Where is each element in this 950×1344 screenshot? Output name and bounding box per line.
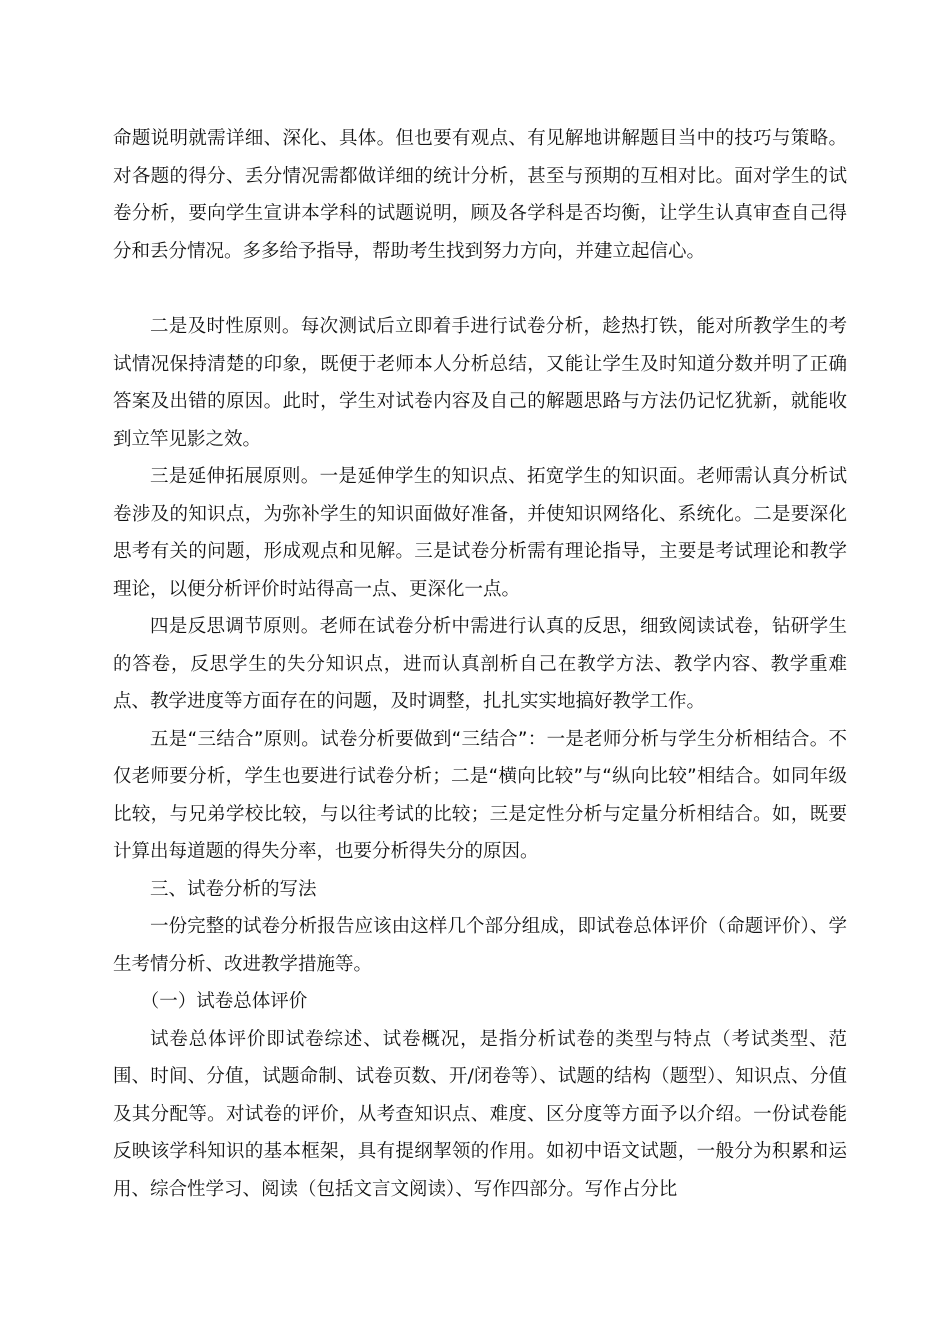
document-page — [113, 120, 847, 1208]
paragraph-report-structure: 一份完整的试卷分析报告应该由这样几个部分组成，即试卷总体评价（命题评价）、学生考情分析、改进教学措施等。 — [113, 916, 847, 975]
paragraph-continuation: 命题说明就需详细、深化、具体。但也要有观点、有见解地讲解题目当中的技巧与策略。对各题的得分、丢分情况需都做详细的统计分析，甚至与预期的互相对比。面对学生的试卷分析，要向学生宣讲本学科的试题说明，顾及各学科是否均衡，让学生认真审查自己得分和丢分情况。多多给予指导，帮助考生找到努力方向，并建立起信心。 — [113, 128, 847, 262]
section-heading-writing-method: 三、试卷分析的写法 — [150, 878, 317, 900]
paragraph-reflection-principle: 四是反思调节原则。老师在试卷分析中需进行认真的反思，细致阅读试卷，钻研学生的答卷，反思学生的失分知识点，进而认真剖析自己在教学方法、教学内容、教学重难点、教学进度等方面存在的问题，及时调整，扎扎实实地搞好教学工作。 — [113, 616, 847, 712]
paragraph-timeliness-principle: 二是及时性原则。每次测试后立即着手进行试卷分析，趁热打铁，能对所教学生的考试情况保持清楚的印象，既便于老师本人分析总结，又能让学生及时知道分数并明了正确答案及出错的原因。此时，学生对试卷内容及自己的解题思路与方法仍记忆犹新，就能收到立竿见影之效。 — [113, 316, 847, 450]
paragraph-three-combination-principle: 五是“三结合”原则。试卷分析要做到“三结合”：一是老师分析与学生分析相结合。不仅老师要分析，学生也要进行试卷分析；二是“横向比较”与“纵向比较”相结合。如同年级比较，与兄弟学校比较，与以往考试的比较；三是定性分析与定量分析相结合。如，既要计算出每道题的得失分率，也要分析得失分的原因。 — [113, 728, 847, 862]
paragraph-overall-evaluation: 试卷总体评价即试卷综述、试卷概况，是指分析试卷的类型与特点（考试类型、范围、时间、分值，试题命制、试卷页数、开/闭卷等）、试题的结构（题型）、知识点、分值及其分配等。对试卷的评价，从考查知识点、难度、区分度等方面予以介绍。一份试卷能反映该学科知识的基本框架，具有提纲挈领的作用。如初中语文试题，一般分为积累和运用、综合性学习、阅读（包括文言文阅读）、写作四部分。写作占分比 — [113, 1028, 847, 1200]
paragraph-extension-principle: 三是延伸拓展原则。一是延伸学生的知识点、拓宽学生的知识面。老师需认真分析试卷涉及的知识点，为弥补学生的知识面做好准备，并使知识网络化、系统化。二是要深化思考有关的问题，形成观点和见解。三是试卷分析需有理论指导，主要是考试理论和教学理论，以便分析评价时站得高一点、更深化一点。 — [113, 466, 847, 600]
paragraph-gap — [113, 270, 847, 308]
subsection-heading-overall-evaluation: （一）试卷总体评价 — [140, 991, 308, 1012]
